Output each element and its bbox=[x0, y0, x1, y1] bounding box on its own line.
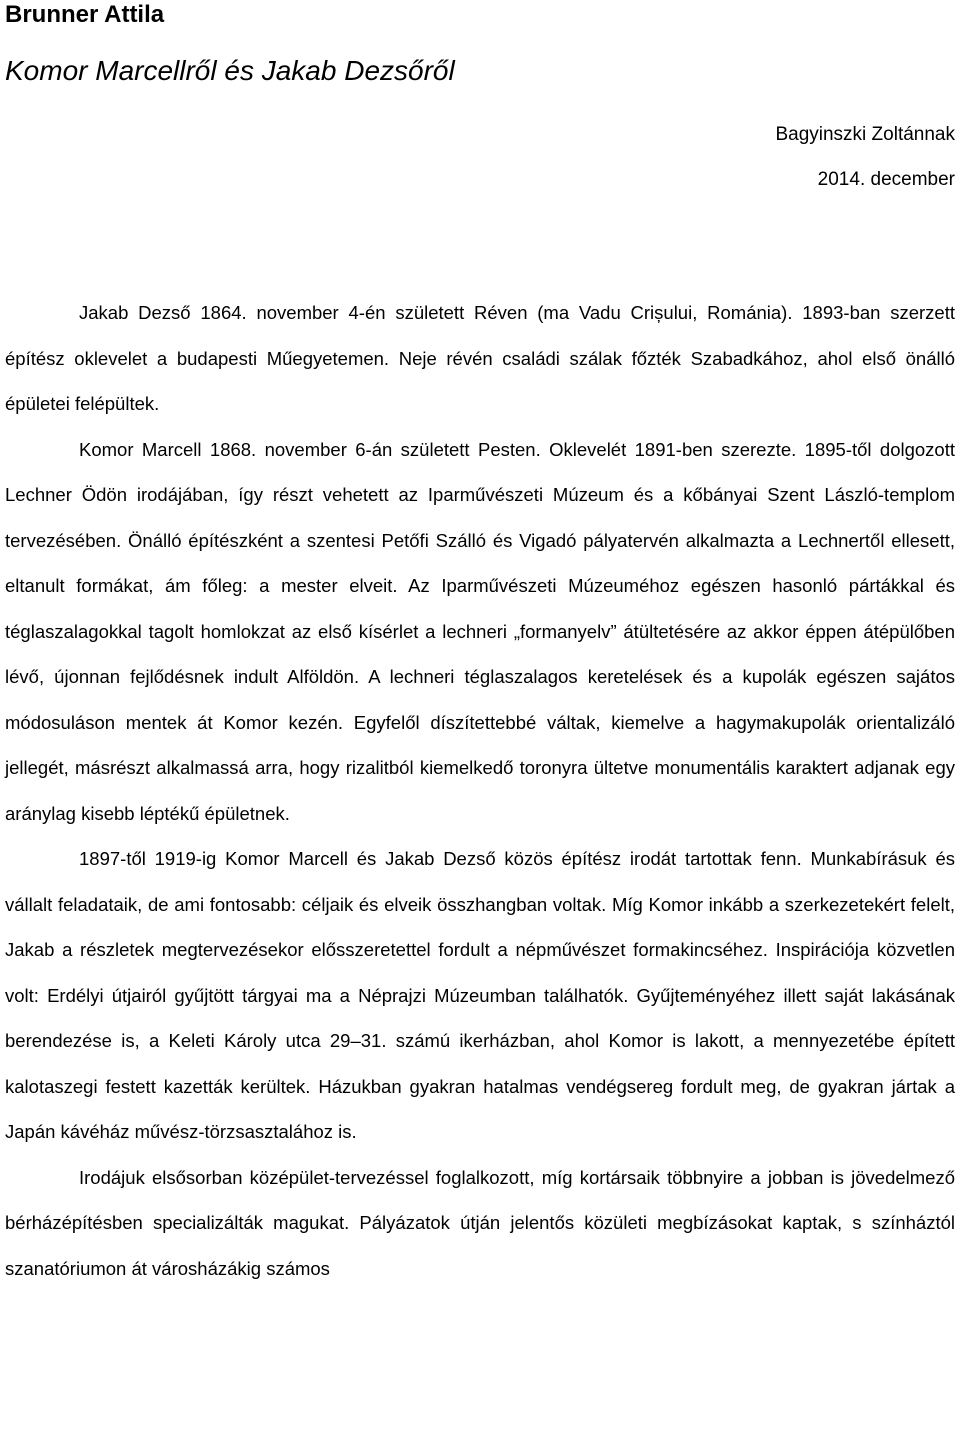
paragraph-jakab-bio: Jakab Dezső 1864. november 4-én született Réven (ma Vadu Crișului, Románia). 1893-ban szerzett építész oklevelet a budapesti Műegyetemen. Neje révén családi szálak főzték Szabadkához, ahol első önálló épületei felépültek. bbox=[5, 302, 955, 414]
dedication-recipient: Bagyinszki Zoltánnak bbox=[775, 124, 955, 145]
paragraph-komor-bio-narrow: Oklevelét 1891-ben szerezte. 1895-től dolgozott Lechner Ödön irodájában, így részt vehetett az Iparművészeti Múzeum és a kőbányai Szent László-templom tervezésében. Önálló építészként a szentesi Petőfi Szálló és Vigadó pályatervén alkalmazta a Lechnertől ellesett, eltanult formákat, ám főleg: a mester elveit. Az Iparművészeti Múzeuméhoz egészen hasonló pártákkal és téglaszalagokkal tagolt homlokzat az első kísérlet a lechneri „formanyelv” átültetésére az akkor éppen átépülőben lévő, újonnan fejlődésnek indult Alföldön. A lechneri téglaszalagos keretelések és a kupolák egészen sajátos módosuláson mentek át Komor kezén. Egyfelől díszítettebbé váltak, kiemelve a hagymakupolák orientalizáló jellegét, másrészt alkalmassá arra, hogy rizalitból kiemelkedő toronyra ültetve monumentális karaktert adjanak egy aránylag kisebb léptékű épületnek. bbox=[5, 438, 955, 824]
document-body bbox=[5, 290, 955, 1291]
document-title: Komor Marcellről és Jakab Dezsőről bbox=[5, 55, 455, 86]
author-name: Brunner Attila bbox=[5, 1, 165, 28]
document-page bbox=[5, 0, 955, 1432]
dedication bbox=[775, 112, 955, 202]
dedication-date: 2014. december bbox=[817, 169, 955, 190]
paragraph-joint-office: 1897-től 1919-ig Komor Marcell és Jakab Dezső közös építész irodát tartottak fenn. Munkabírásuk és vállalt feladataik, de ami fontosabb: céljaik és elveik összhangban voltak. Míg Komor inkább a szerkezetekért felelt, Jakab a részletek megtervezésekor elősszeretettel fordult a népművészet formakincséhez. Inspirációja közvetlen volt: Erdélyi útjairól gyűjtött tárgyai ma a Néprajzi Múzeumban találhatók. Gyűjteményéhez illett saját lakásának berendezése is, a Keleti Károly utca 29–31. számú ikerházban, ahol Komor is lakott, a mennyezetébe épített kalotaszegi festett kazetták kerültek. Házukban gyakran hatalmas vendégsereg fordult meg, de gyakran jártak a Japán kávéház művész-törzsasztalához is. bbox=[5, 848, 955, 1142]
paragraph-commissions: Irodájuk elsősorban középület-tervezéssel foglalkozott, míg kortársaik többnyire a jobban is jövedelmező bérházépítésben specializálták magukat. Pályázatok útján jelentős közületi megbízásokat kaptak, s színháztól szanatóriumon át városházákig számos bbox=[5, 1166, 955, 1279]
paragraph-komor-bio-sans: Komor Marcell 1868. november 6-án született Pesten. bbox=[79, 438, 541, 460]
paragraph-komor-bio bbox=[5, 427, 955, 837]
